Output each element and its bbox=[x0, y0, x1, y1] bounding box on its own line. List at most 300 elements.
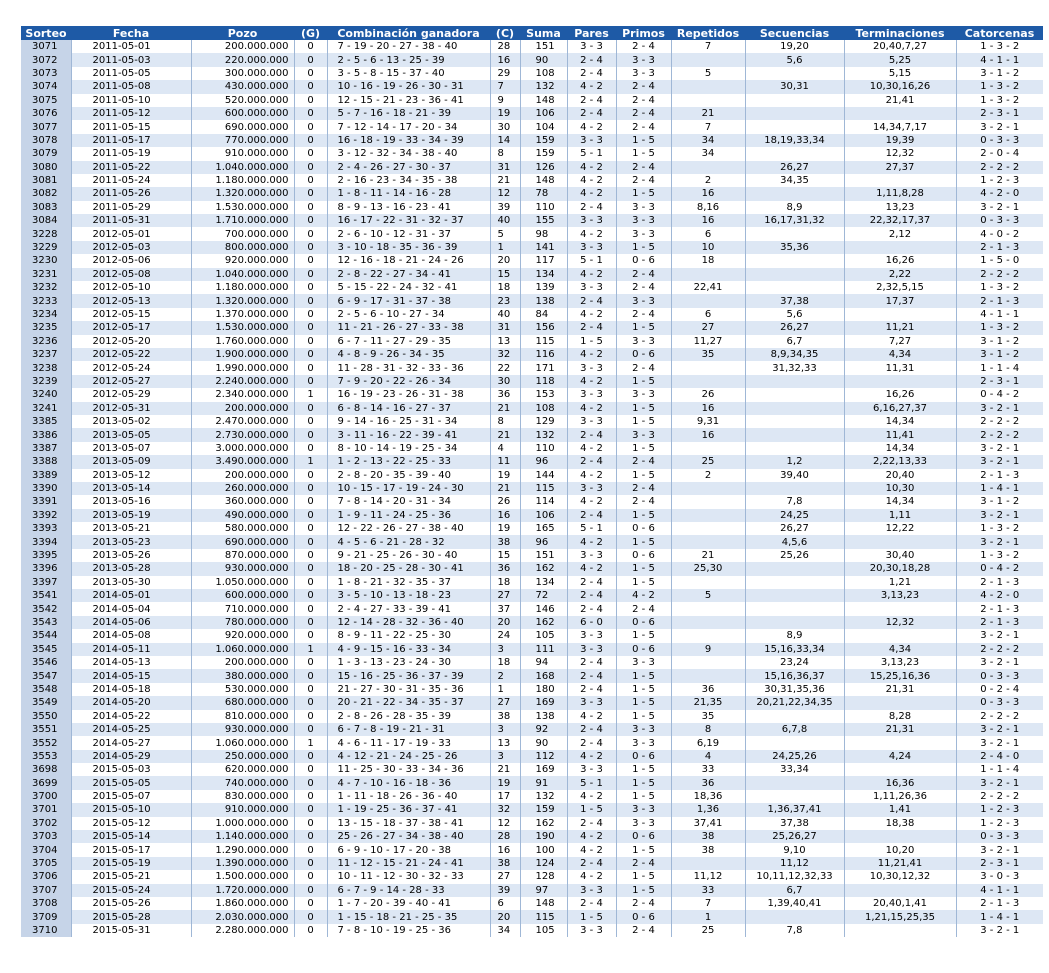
pares-cell: 4 - 2 bbox=[567, 469, 616, 482]
pozo-cell: 780.000.000 bbox=[191, 616, 294, 629]
sorteo-cell: 3396 bbox=[21, 562, 71, 575]
fecha-cell: 2013-05-05 bbox=[71, 428, 191, 441]
repetidos-cell bbox=[671, 482, 745, 495]
pozo-cell: 810.000.000 bbox=[191, 710, 294, 723]
repetidos-cell: 21,35 bbox=[671, 696, 745, 709]
secuencias-cell: 7,8 bbox=[745, 495, 844, 508]
suma-cell: 190 bbox=[520, 830, 567, 843]
c-cell: 19 bbox=[490, 107, 520, 120]
fecha-cell: 2011-05-19 bbox=[71, 147, 191, 160]
repetidos-cell: 25,30 bbox=[671, 562, 745, 575]
pozo-cell: 1.760.000.000 bbox=[191, 335, 294, 348]
table-row bbox=[21, 884, 1043, 897]
primos-cell: 3 - 3 bbox=[616, 214, 671, 227]
catorcenas-cell: 3 - 2 - 1 bbox=[956, 924, 1043, 937]
terminaciones-cell: 19,39 bbox=[844, 134, 956, 147]
fecha-cell: 2012-05-13 bbox=[71, 294, 191, 307]
sorteo-cell: 3552 bbox=[21, 736, 71, 749]
pozo-cell: 200.000.000 bbox=[191, 402, 294, 415]
suma-cell: 169 bbox=[520, 763, 567, 776]
secuencias-cell: 15,16,33,34 bbox=[745, 643, 844, 656]
fecha-cell: 2013-05-02 bbox=[71, 415, 191, 428]
g-cell: 0 bbox=[294, 281, 327, 294]
pares-cell: 2 - 4 bbox=[567, 455, 616, 468]
suma-cell: 92 bbox=[520, 723, 567, 736]
header-secuencias[interactable]: Secuencias bbox=[745, 26, 844, 40]
primos-cell: 3 - 3 bbox=[616, 656, 671, 669]
c-cell: 24 bbox=[490, 629, 520, 642]
c-cell: 23 bbox=[490, 294, 520, 307]
repetidos-cell bbox=[671, 857, 745, 870]
fecha-cell: 2011-05-01 bbox=[71, 40, 191, 53]
suma-cell: 115 bbox=[520, 482, 567, 495]
combinacion-cell: 5 - 7 - 16 - 18 - 21 - 39 bbox=[327, 107, 490, 120]
suma-cell: 148 bbox=[520, 174, 567, 187]
header-pozo[interactable]: Pozo bbox=[191, 26, 294, 40]
pozo-cell: 2.340.000.000 bbox=[191, 388, 294, 401]
suma-cell: 159 bbox=[520, 147, 567, 160]
repetidos-cell: 5 bbox=[671, 589, 745, 602]
sorteo-cell: 3541 bbox=[21, 589, 71, 602]
g-cell: 0 bbox=[294, 549, 327, 562]
terminaciones-cell: 13,23 bbox=[844, 201, 956, 214]
combinacion-cell: 6 - 9 - 10 - 17 - 20 - 38 bbox=[327, 843, 490, 856]
g-cell: 0 bbox=[294, 348, 327, 361]
pares-cell: 3 - 3 bbox=[567, 696, 616, 709]
pozo-cell: 430.000.000 bbox=[191, 80, 294, 93]
secuencias-cell bbox=[745, 227, 844, 240]
fecha-cell: 2014-05-13 bbox=[71, 656, 191, 669]
repetidos-cell bbox=[671, 94, 745, 107]
c-cell: 20 bbox=[490, 254, 520, 267]
header-c[interactable]: (C) bbox=[490, 26, 520, 40]
secuencias-cell: 26,27 bbox=[745, 321, 844, 334]
header-terminaciones[interactable]: Terminaciones bbox=[844, 26, 956, 40]
primos-cell: 1 - 5 bbox=[616, 710, 671, 723]
pares-cell: 3 - 3 bbox=[567, 241, 616, 254]
pares-cell: 4 - 2 bbox=[567, 268, 616, 281]
c-cell: 29 bbox=[490, 67, 520, 80]
suma-cell: 96 bbox=[520, 455, 567, 468]
suma-cell: 165 bbox=[520, 522, 567, 535]
repetidos-cell bbox=[671, 669, 745, 682]
g-cell: 0 bbox=[294, 120, 327, 133]
primos-cell: 2 - 4 bbox=[616, 308, 671, 321]
pozo-cell: 250.000.000 bbox=[191, 750, 294, 763]
pares-cell: 3 - 3 bbox=[567, 884, 616, 897]
catorcenas-cell: 1 - 2 - 3 bbox=[956, 174, 1043, 187]
repetidos-cell: 2 bbox=[671, 174, 745, 187]
terminaciones-cell bbox=[844, 736, 956, 749]
repetidos-cell bbox=[671, 616, 745, 629]
combinacion-cell: 1 - 2 - 13 - 22 - 25 - 33 bbox=[327, 455, 490, 468]
table-row bbox=[21, 589, 1043, 602]
pozo-cell: 680.000.000 bbox=[191, 696, 294, 709]
combinacion-cell: 15 - 16 - 25 - 36 - 37 - 39 bbox=[327, 669, 490, 682]
terminaciones-cell bbox=[844, 924, 956, 937]
combinacion-cell: 6 - 7 - 9 - 14 - 28 - 33 bbox=[327, 884, 490, 897]
suma-cell: 134 bbox=[520, 268, 567, 281]
c-cell: 21 bbox=[490, 402, 520, 415]
repetidos-cell bbox=[671, 361, 745, 374]
secuencias-cell: 39,40 bbox=[745, 469, 844, 482]
header-combinacion[interactable]: Combinación ganadora bbox=[327, 26, 490, 40]
combinacion-cell: 7 - 12 - 14 - 17 - 20 - 34 bbox=[327, 120, 490, 133]
sorteo-cell: 3075 bbox=[21, 94, 71, 107]
secuencias-cell: 6,7 bbox=[745, 884, 844, 897]
repetidos-cell: 38 bbox=[671, 843, 745, 856]
table-row bbox=[21, 428, 1043, 441]
repetidos-cell: 18,36 bbox=[671, 790, 745, 803]
g-cell: 0 bbox=[294, 67, 327, 80]
primos-cell: 1 - 5 bbox=[616, 134, 671, 147]
terminaciones-cell bbox=[844, 375, 956, 388]
c-cell: 1 bbox=[490, 241, 520, 254]
c-cell: 3 bbox=[490, 643, 520, 656]
combinacion-cell: 16 - 17 - 22 - 31 - 32 - 37 bbox=[327, 214, 490, 227]
table-row bbox=[21, 201, 1043, 214]
pares-cell: 2 - 4 bbox=[567, 94, 616, 107]
suma-cell: 108 bbox=[520, 402, 567, 415]
pozo-cell: 1.710.000.000 bbox=[191, 214, 294, 227]
secuencias-cell: 18,19,33,34 bbox=[745, 134, 844, 147]
table-row bbox=[21, 549, 1043, 562]
repetidos-cell: 36 bbox=[671, 683, 745, 696]
primos-cell: 3 - 3 bbox=[616, 67, 671, 80]
secuencias-cell bbox=[745, 375, 844, 388]
combinacion-cell: 2 - 8 - 22 - 27 - 34 - 41 bbox=[327, 268, 490, 281]
fecha-cell: 2015-05-31 bbox=[71, 924, 191, 937]
pozo-cell: 1.180.000.000 bbox=[191, 281, 294, 294]
suma-cell: 162 bbox=[520, 562, 567, 575]
fecha-cell: 2012-05-27 bbox=[71, 375, 191, 388]
pares-cell: 2 - 4 bbox=[567, 53, 616, 66]
suma-cell: 169 bbox=[520, 696, 567, 709]
sorteo-cell: 3544 bbox=[21, 629, 71, 642]
c-cell: 27 bbox=[490, 696, 520, 709]
fecha-cell: 2015-05-24 bbox=[71, 884, 191, 897]
combinacion-cell: 2 - 5 - 6 - 10 - 27 - 34 bbox=[327, 308, 490, 321]
g-cell: 1 bbox=[294, 736, 327, 749]
combinacion-cell: 2 - 8 - 26 - 28 - 35 - 39 bbox=[327, 710, 490, 723]
pozo-cell: 200.000.000 bbox=[191, 656, 294, 669]
fecha-cell: 2012-05-03 bbox=[71, 241, 191, 254]
g-cell: 1 bbox=[294, 388, 327, 401]
repetidos-cell: 38 bbox=[671, 830, 745, 843]
terminaciones-cell: 14,34 bbox=[844, 495, 956, 508]
secuencias-cell: 6,7,8 bbox=[745, 723, 844, 736]
terminaciones-cell: 10,30,16,26 bbox=[844, 80, 956, 93]
fecha-cell: 2012-05-06 bbox=[71, 254, 191, 267]
fecha-cell: 2012-05-08 bbox=[71, 268, 191, 281]
pozo-cell: 490.000.000 bbox=[191, 509, 294, 522]
pares-cell: 4 - 2 bbox=[567, 402, 616, 415]
g-cell: 0 bbox=[294, 161, 327, 174]
fecha-cell: 2014-05-01 bbox=[71, 589, 191, 602]
catorcenas-cell: 2 - 1 - 3 bbox=[956, 602, 1043, 615]
primos-cell: 1 - 5 bbox=[616, 790, 671, 803]
suma-cell: 171 bbox=[520, 361, 567, 374]
fecha-cell: 2012-05-31 bbox=[71, 402, 191, 415]
pozo-cell: 200.000.000 bbox=[191, 40, 294, 53]
g-cell: 0 bbox=[294, 509, 327, 522]
g-cell: 0 bbox=[294, 535, 327, 548]
combinacion-cell: 1 - 11 - 18 - 26 - 36 - 40 bbox=[327, 790, 490, 803]
pozo-cell: 1.060.000.000 bbox=[191, 643, 294, 656]
sorteo-cell: 3078 bbox=[21, 134, 71, 147]
repetidos-cell: 11,12 bbox=[671, 870, 745, 883]
catorcenas-cell: 0 - 3 - 3 bbox=[956, 214, 1043, 227]
pozo-cell: 1.530.000.000 bbox=[191, 201, 294, 214]
header-pares[interactable]: Pares bbox=[567, 26, 616, 40]
fecha-cell: 2015-05-17 bbox=[71, 843, 191, 856]
table-row bbox=[21, 683, 1043, 696]
repetidos-cell: 16 bbox=[671, 402, 745, 415]
secuencias-cell: 6,7 bbox=[745, 335, 844, 348]
suma-cell: 90 bbox=[520, 736, 567, 749]
fecha-cell: 2011-05-17 bbox=[71, 134, 191, 147]
repetidos-cell: 37,41 bbox=[671, 817, 745, 830]
terminaciones-cell: 12,32 bbox=[844, 616, 956, 629]
repetidos-cell: 5 bbox=[671, 67, 745, 80]
header-suma[interactable]: Suma bbox=[520, 26, 567, 40]
combinacion-cell: 2 - 4 - 27 - 33 - 39 - 41 bbox=[327, 602, 490, 615]
suma-cell: 106 bbox=[520, 509, 567, 522]
secuencias-cell: 19,20 bbox=[745, 40, 844, 53]
g-cell: 0 bbox=[294, 174, 327, 187]
secuencias-cell bbox=[745, 388, 844, 401]
catorcenas-cell: 3 - 2 - 1 bbox=[956, 120, 1043, 133]
secuencias-cell bbox=[745, 442, 844, 455]
g-cell: 0 bbox=[294, 897, 327, 910]
fecha-cell: 2014-05-20 bbox=[71, 696, 191, 709]
secuencias-cell bbox=[745, 710, 844, 723]
table-row bbox=[21, 361, 1043, 374]
repetidos-cell: 36 bbox=[671, 776, 745, 789]
combinacion-cell: 8 - 10 - 14 - 19 - 25 - 34 bbox=[327, 442, 490, 455]
suma-cell: 180 bbox=[520, 683, 567, 696]
sorteo-cell: 3707 bbox=[21, 884, 71, 897]
repetidos-cell: 33 bbox=[671, 763, 745, 776]
sorteo-cell: 3237 bbox=[21, 348, 71, 361]
suma-cell: 104 bbox=[520, 120, 567, 133]
sorteo-cell: 3706 bbox=[21, 870, 71, 883]
c-cell: 30 bbox=[490, 375, 520, 388]
fecha-cell: 2014-05-15 bbox=[71, 669, 191, 682]
pares-cell: 1 - 5 bbox=[567, 335, 616, 348]
g-cell: 0 bbox=[294, 830, 327, 843]
c-cell: 15 bbox=[490, 549, 520, 562]
combinacion-cell: 10 - 16 - 19 - 26 - 30 - 31 bbox=[327, 80, 490, 93]
c-cell: 40 bbox=[490, 308, 520, 321]
g-cell: 0 bbox=[294, 589, 327, 602]
fecha-cell: 2013-05-09 bbox=[71, 455, 191, 468]
pozo-cell: 2.280.000.000 bbox=[191, 924, 294, 937]
suma-cell: 139 bbox=[520, 281, 567, 294]
fecha-cell: 2012-05-10 bbox=[71, 281, 191, 294]
sorteo-cell: 3394 bbox=[21, 535, 71, 548]
terminaciones-cell: 8,28 bbox=[844, 710, 956, 723]
c-cell: 38 bbox=[490, 857, 520, 870]
header-primos[interactable]: Primos bbox=[616, 26, 671, 40]
suma-cell: 138 bbox=[520, 294, 567, 307]
sorteo-cell: 3387 bbox=[21, 442, 71, 455]
primos-cell: 3 - 3 bbox=[616, 723, 671, 736]
pares-cell: 4 - 2 bbox=[567, 348, 616, 361]
header-fecha[interactable]: Fecha bbox=[71, 26, 191, 40]
secuencias-cell: 23,24 bbox=[745, 656, 844, 669]
suma-cell: 94 bbox=[520, 656, 567, 669]
catorcenas-cell: 1 - 2 - 3 bbox=[956, 803, 1043, 816]
sorteo-cell: 3550 bbox=[21, 710, 71, 723]
terminaciones-cell: 30,40 bbox=[844, 549, 956, 562]
header-g[interactable]: (G) bbox=[294, 26, 327, 40]
pares-cell: 2 - 4 bbox=[567, 294, 616, 307]
catorcenas-cell: 2 - 2 - 2 bbox=[956, 790, 1043, 803]
pozo-cell: 930.000.000 bbox=[191, 723, 294, 736]
secuencias-cell bbox=[745, 187, 844, 200]
secuencias-cell bbox=[745, 428, 844, 441]
pares-cell: 2 - 4 bbox=[567, 107, 616, 120]
catorcenas-cell: 3 - 2 - 1 bbox=[956, 201, 1043, 214]
combinacion-cell: 2 - 8 - 20 - 35 - 39 - 40 bbox=[327, 469, 490, 482]
repetidos-cell bbox=[671, 375, 745, 388]
combinacion-cell: 7 - 19 - 20 - 27 - 38 - 40 bbox=[327, 40, 490, 53]
terminaciones-cell: 11,41 bbox=[844, 428, 956, 441]
pares-cell: 2 - 4 bbox=[567, 857, 616, 870]
primos-cell: 3 - 3 bbox=[616, 803, 671, 816]
secuencias-cell: 26,27 bbox=[745, 522, 844, 535]
sorteo-cell: 3074 bbox=[21, 80, 71, 93]
secuencias-cell bbox=[745, 268, 844, 281]
header-catorcenas[interactable]: Catorcenas bbox=[956, 26, 1043, 40]
terminaciones-cell: 4,34 bbox=[844, 643, 956, 656]
catorcenas-cell: 3 - 2 - 1 bbox=[956, 723, 1043, 736]
table-row bbox=[21, 227, 1043, 240]
pozo-cell: 530.000.000 bbox=[191, 683, 294, 696]
header-sorteo[interactable]: Sorteo bbox=[21, 26, 71, 40]
terminaciones-cell: 1,21 bbox=[844, 576, 956, 589]
combinacion-cell: 6 - 8 - 14 - 16 - 27 - 37 bbox=[327, 402, 490, 415]
catorcenas-cell: 4 - 2 - 0 bbox=[956, 187, 1043, 200]
pares-cell: 3 - 3 bbox=[567, 549, 616, 562]
g-cell: 0 bbox=[294, 80, 327, 93]
g-cell: 0 bbox=[294, 776, 327, 789]
secuencias-cell bbox=[745, 616, 844, 629]
secuencias-cell: 1,2 bbox=[745, 455, 844, 468]
secuencias-cell: 16,17,31,32 bbox=[745, 214, 844, 227]
c-cell: 3 bbox=[490, 750, 520, 763]
pares-cell: 4 - 2 bbox=[567, 80, 616, 93]
secuencias-cell: 24,25 bbox=[745, 509, 844, 522]
header-repetidos[interactable]: Repetidos bbox=[671, 26, 745, 40]
sorteo-cell: 3391 bbox=[21, 495, 71, 508]
sorteo-cell: 3709 bbox=[21, 910, 71, 923]
fecha-cell: 2014-05-04 bbox=[71, 602, 191, 615]
combinacion-cell: 1 - 8 - 11 - 14 - 16 - 28 bbox=[327, 187, 490, 200]
sorteo-cell: 3235 bbox=[21, 321, 71, 334]
combinacion-cell: 2 - 5 - 6 - 13 - 25 - 39 bbox=[327, 53, 490, 66]
c-cell: 32 bbox=[490, 348, 520, 361]
fecha-cell: 2013-05-07 bbox=[71, 442, 191, 455]
suma-cell: 98 bbox=[520, 227, 567, 240]
primos-cell: 0 - 6 bbox=[616, 348, 671, 361]
fecha-cell: 2014-05-25 bbox=[71, 723, 191, 736]
suma-cell: 117 bbox=[520, 254, 567, 267]
sorteo-cell: 3236 bbox=[21, 335, 71, 348]
primos-cell: 2 - 4 bbox=[616, 94, 671, 107]
pares-cell: 2 - 4 bbox=[567, 817, 616, 830]
primos-cell: 2 - 4 bbox=[616, 281, 671, 294]
pares-cell: 4 - 2 bbox=[567, 161, 616, 174]
combinacion-cell: 4 - 7 - 10 - 16 - 18 - 36 bbox=[327, 776, 490, 789]
g-cell: 0 bbox=[294, 790, 327, 803]
secuencias-cell bbox=[745, 562, 844, 575]
repetidos-cell: 7 bbox=[671, 897, 745, 910]
table-row bbox=[21, 187, 1043, 200]
table-row bbox=[21, 388, 1043, 401]
repetidos-cell bbox=[671, 629, 745, 642]
c-cell: 15 bbox=[490, 268, 520, 281]
repetidos-cell: 16 bbox=[671, 187, 745, 200]
pozo-cell: 360.000.000 bbox=[191, 495, 294, 508]
table-row bbox=[21, 241, 1043, 254]
secuencias-cell bbox=[745, 482, 844, 495]
c-cell: 20 bbox=[490, 910, 520, 923]
pozo-cell: 1.040.000.000 bbox=[191, 161, 294, 174]
fecha-cell: 2015-05-03 bbox=[71, 763, 191, 776]
c-cell: 16 bbox=[490, 53, 520, 66]
pares-cell: 4 - 2 bbox=[567, 495, 616, 508]
pares-cell: 6 - 0 bbox=[567, 616, 616, 629]
repetidos-cell: 21 bbox=[671, 549, 745, 562]
sorteo-cell: 3548 bbox=[21, 683, 71, 696]
primos-cell: 1 - 5 bbox=[616, 776, 671, 789]
g-cell: 0 bbox=[294, 415, 327, 428]
fecha-cell: 2012-05-15 bbox=[71, 308, 191, 321]
catorcenas-cell: 3 - 2 - 1 bbox=[956, 455, 1043, 468]
primos-cell: 1 - 5 bbox=[616, 669, 671, 682]
terminaciones-cell: 14,34 bbox=[844, 415, 956, 428]
catorcenas-cell: 1 - 3 - 2 bbox=[956, 94, 1043, 107]
catorcenas-cell: 4 - 1 - 1 bbox=[956, 884, 1043, 897]
secuencias-cell bbox=[745, 415, 844, 428]
pozo-cell: 920.000.000 bbox=[191, 629, 294, 642]
c-cell: 38 bbox=[490, 710, 520, 723]
secuencias-cell: 25,26,27 bbox=[745, 830, 844, 843]
primos-cell: 1 - 5 bbox=[616, 187, 671, 200]
repetidos-cell: 27 bbox=[671, 321, 745, 334]
primos-cell: 1 - 5 bbox=[616, 843, 671, 856]
pozo-cell: 1.060.000.000 bbox=[191, 736, 294, 749]
g-cell: 0 bbox=[294, 294, 327, 307]
combinacion-cell: 1 - 7 - 20 - 39 - 40 - 41 bbox=[327, 897, 490, 910]
primos-cell: 2 - 4 bbox=[616, 40, 671, 53]
secuencias-cell: 37,38 bbox=[745, 294, 844, 307]
pozo-cell: 380.000.000 bbox=[191, 669, 294, 682]
c-cell: 36 bbox=[490, 388, 520, 401]
catorcenas-cell: 1 - 1 - 4 bbox=[956, 763, 1043, 776]
primos-cell: 1 - 5 bbox=[616, 147, 671, 160]
pozo-cell: 600.000.000 bbox=[191, 589, 294, 602]
combinacion-cell: 3 - 12 - 32 - 34 - 38 - 40 bbox=[327, 147, 490, 160]
g-cell: 0 bbox=[294, 134, 327, 147]
primos-cell: 1 - 5 bbox=[616, 562, 671, 575]
table-row bbox=[21, 643, 1043, 656]
primos-cell: 1 - 5 bbox=[616, 535, 671, 548]
sorteo-cell: 3071 bbox=[21, 40, 71, 53]
primos-cell: 2 - 4 bbox=[616, 482, 671, 495]
